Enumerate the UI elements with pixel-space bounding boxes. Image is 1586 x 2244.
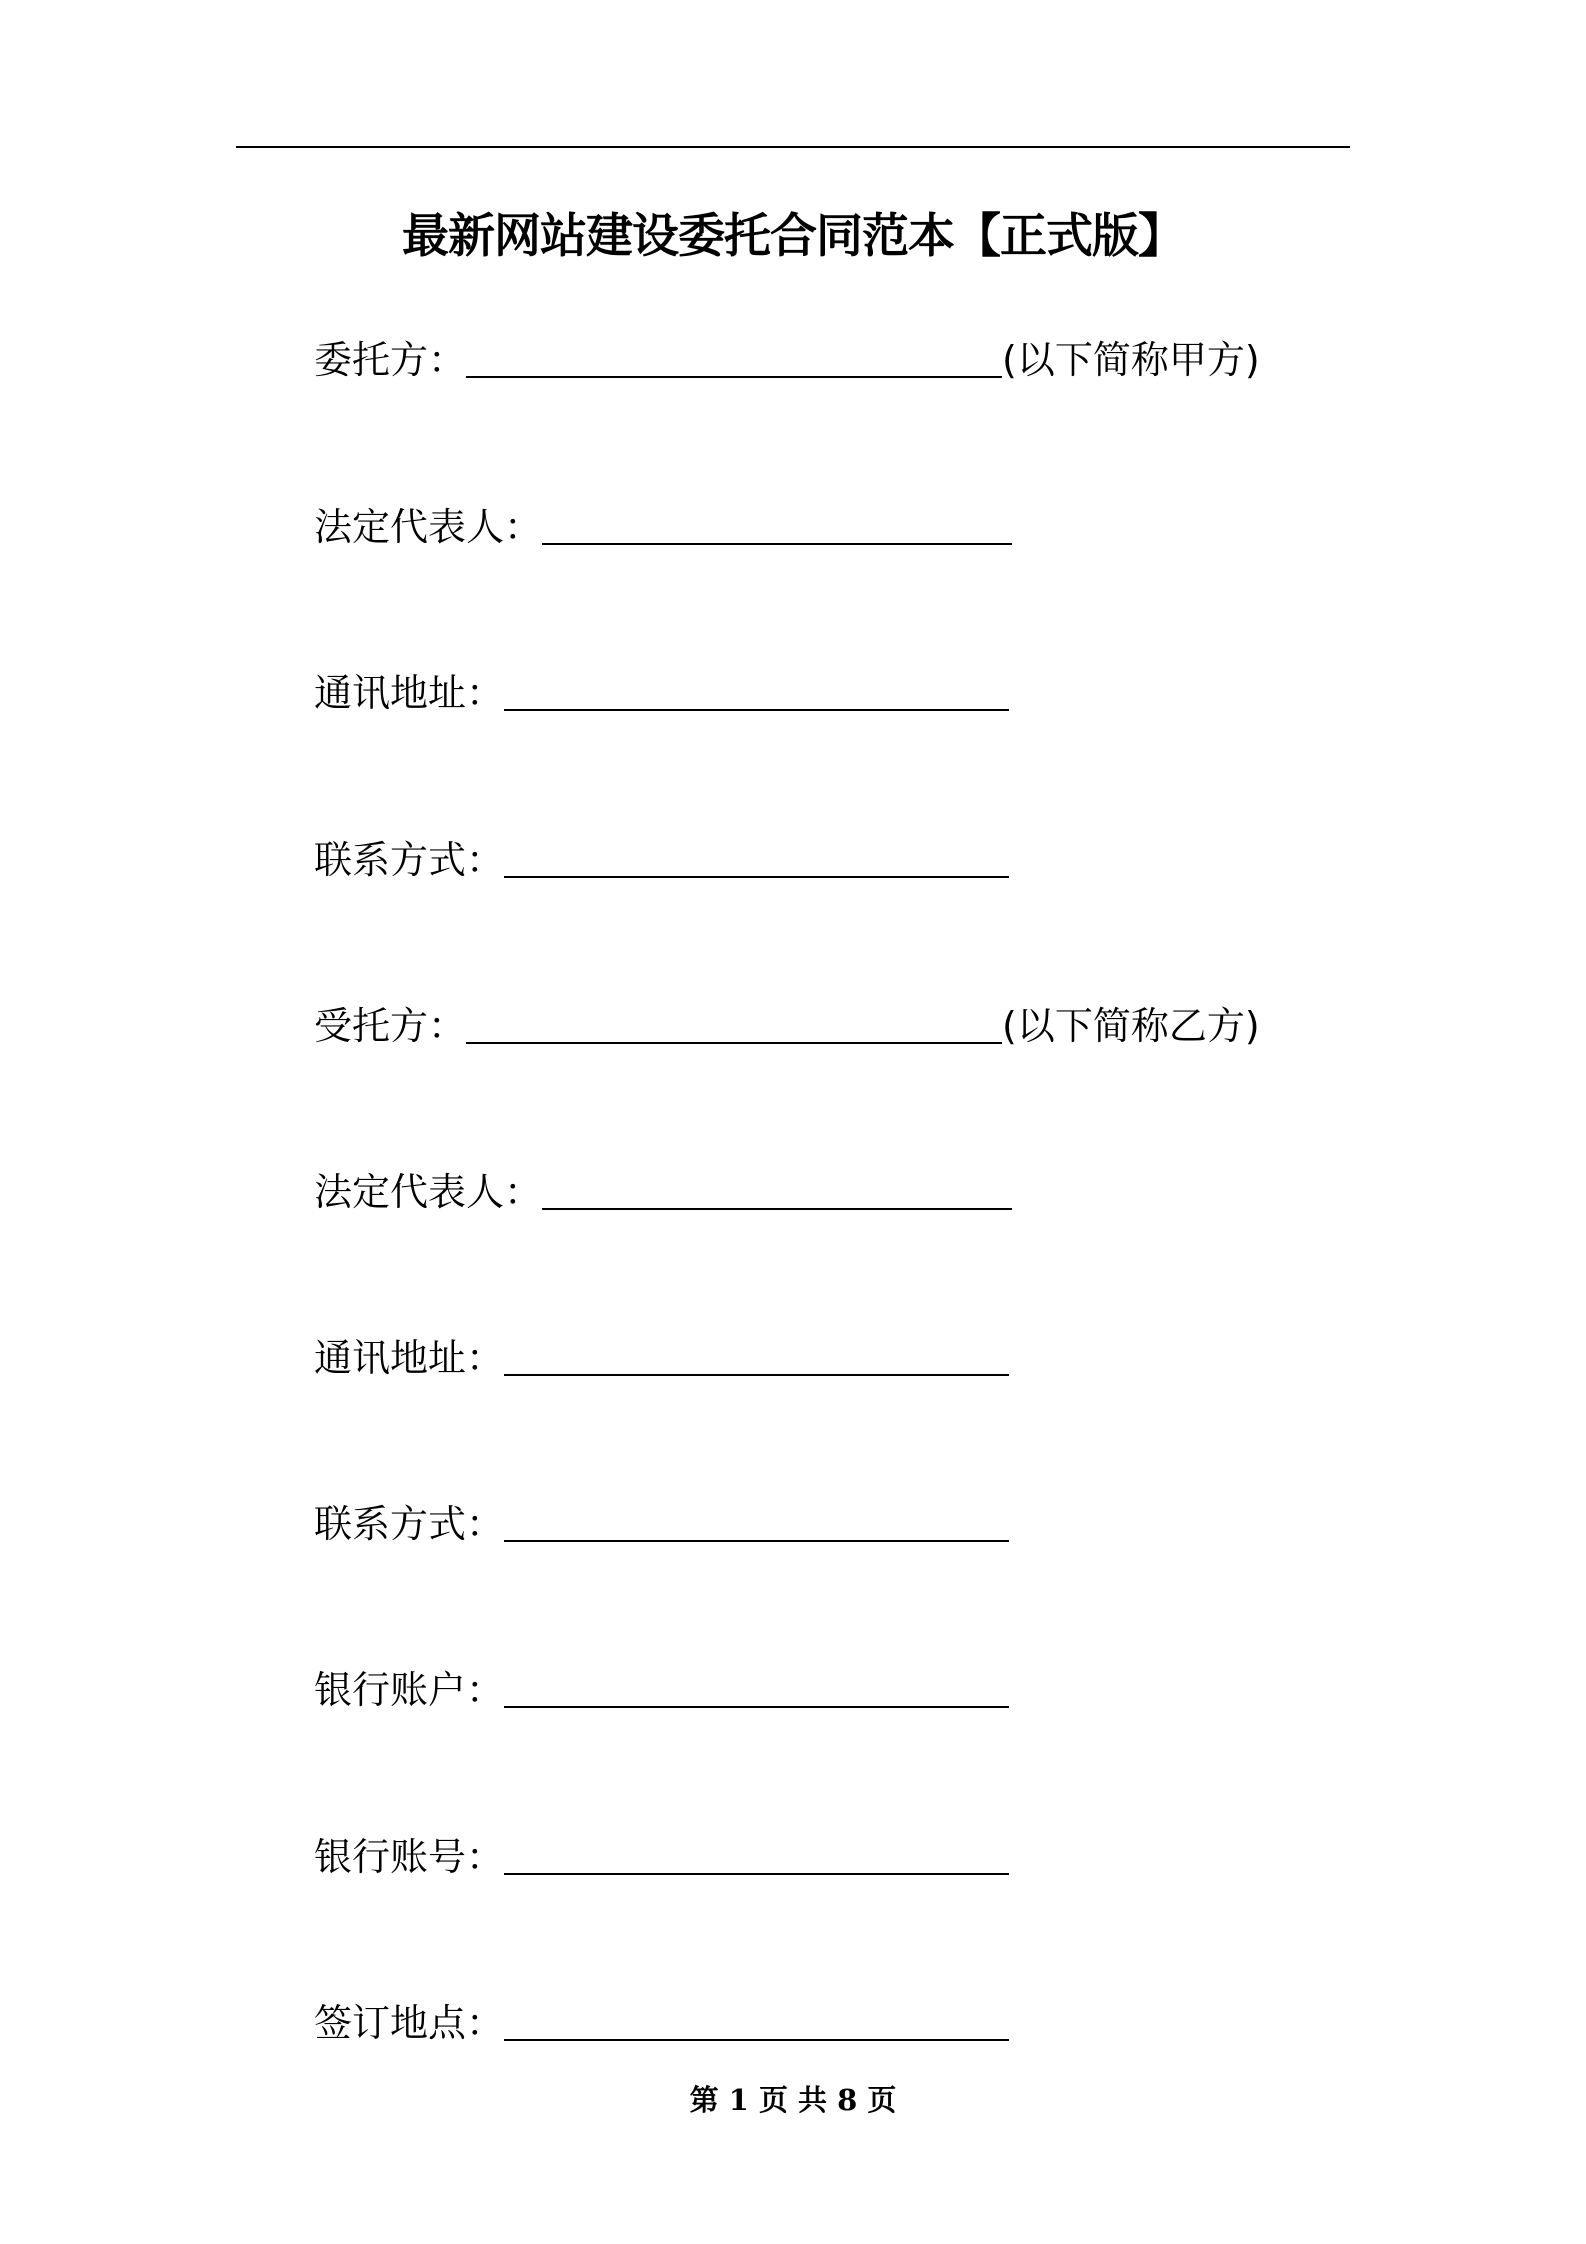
field-suffix: (以下简称甲方) [1002, 338, 1260, 382]
blank-line[interactable] [504, 1374, 1009, 1376]
field-client-contact [314, 836, 1009, 886]
field-contractor-contact [314, 1500, 1009, 1550]
blank-line[interactable] [504, 1540, 1009, 1542]
page-number: 第 1 页 共 8 页 [689, 2083, 897, 2117]
blank-line[interactable] [466, 376, 1002, 378]
blank-line[interactable] [542, 1208, 1012, 1210]
blank-line[interactable] [504, 1706, 1009, 1708]
field-label: 委托方： [314, 338, 467, 382]
field-signing-place [314, 1999, 1009, 2049]
field-label: 银行账号： [314, 1835, 505, 1879]
document-title: 最新网站建设委托合同范本【正式版】 [402, 209, 1184, 264]
field-bank-account [314, 1666, 1009, 1716]
blank-line[interactable] [504, 2039, 1009, 2041]
blank-line[interactable] [504, 876, 1009, 878]
blank-line[interactable] [542, 543, 1012, 545]
field-contractor [314, 1002, 1260, 1052]
field-suffix: (以下简称乙方) [1002, 1004, 1260, 1048]
field-label: 通讯地址： [314, 671, 505, 715]
blank-line[interactable] [504, 709, 1009, 711]
field-client [314, 336, 1260, 386]
field-label: 通讯地址： [314, 1336, 505, 1380]
field-contractor-legal-rep [314, 1168, 1012, 1218]
field-client-legal-rep [314, 503, 1012, 553]
field-label: 签订地点： [314, 2001, 505, 2045]
field-bank-number [314, 1833, 1009, 1883]
header-rule [236, 146, 1350, 148]
blank-line[interactable] [504, 1873, 1009, 1875]
field-label: 联系方式： [314, 838, 505, 882]
field-label: 联系方式： [314, 1502, 505, 1546]
blank-line[interactable] [466, 1042, 1002, 1044]
field-label: 法定代表人： [314, 1170, 543, 1214]
field-contractor-address [314, 1334, 1009, 1384]
field-label: 银行账户： [314, 1668, 505, 1712]
field-label: 受托方： [314, 1004, 467, 1048]
field-label: 法定代表人： [314, 505, 543, 549]
field-client-address [314, 669, 1009, 719]
